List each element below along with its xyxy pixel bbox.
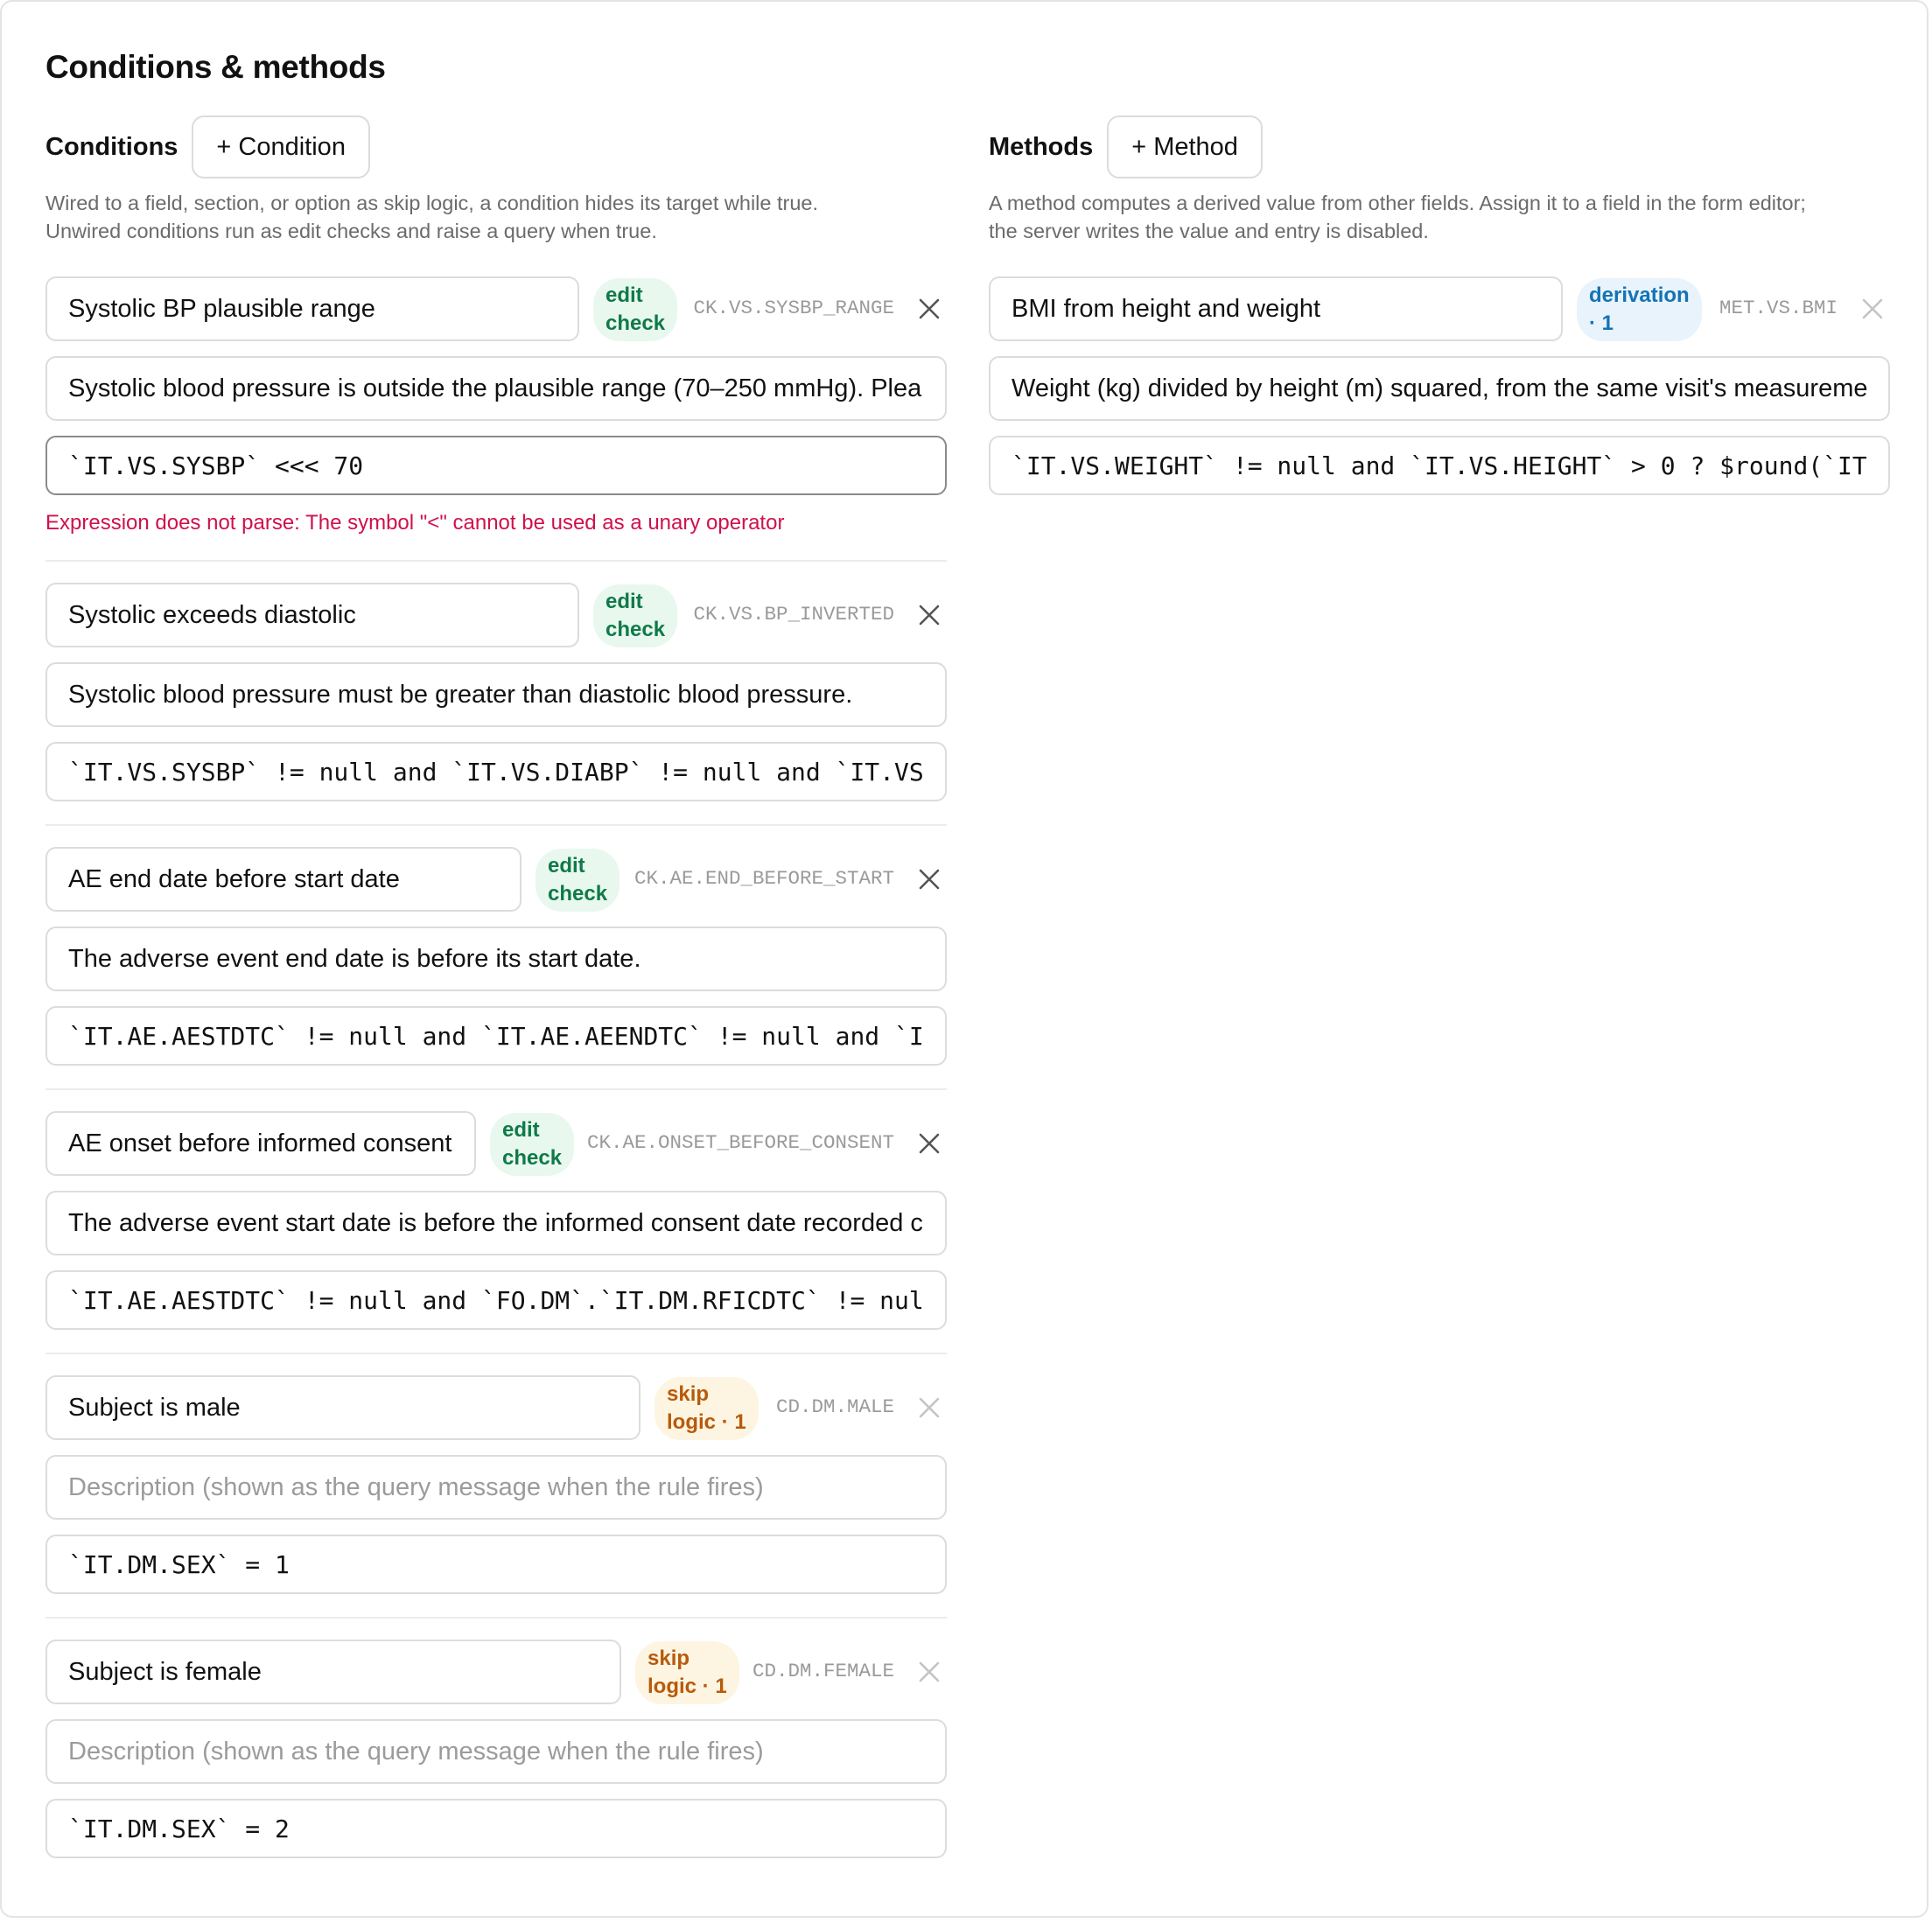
close-icon: [918, 1396, 941, 1419]
condition-description-input[interactable]: Systolic blood pressure is outside the plausible range (70–250 mmHg). Plea: [46, 356, 947, 421]
condition-description-input[interactable]: The adverse event start date is before the informed consent date recorded c: [46, 1191, 947, 1255]
condition-item: [46, 276, 947, 535]
condition-oid: CK.AE.ONSET_BEFORE_CONSENT: [586, 1131, 894, 1154]
condition-expression-input[interactable]: `IT.AE.AESTDTC` != null and `IT.AE.AEENDTC` != null and `I: [46, 1006, 947, 1066]
condition-kind-badge: edit check: [593, 584, 677, 647]
page-title: Conditions & methods: [46, 49, 386, 85]
condition-name-input[interactable]: Systolic exceeds diastolic: [46, 583, 579, 647]
remove-condition-button[interactable]: [912, 291, 947, 326]
close-icon: [918, 297, 941, 320]
condition-description-input[interactable]: Description (shown as the query message when the rule fires): [46, 1455, 947, 1520]
method-oid: MET.VS.BMI: [1718, 297, 1838, 319]
item-divider: [46, 824, 947, 826]
item-divider: [46, 1088, 947, 1090]
conditions-column: [46, 114, 947, 1843]
condition-expression-input[interactable]: `IT.AE.AESTDTC` != null and `FO.DM`.`IT.DM.RFICDTC` != nul: [46, 1270, 947, 1330]
method-kind-badge: derivation · 1: [1577, 278, 1702, 341]
condition-oid: CK.VS.SYSBP_RANGE: [693, 297, 894, 319]
condition-item: [46, 847, 947, 1066]
add-condition-button[interactable]: + Condition: [192, 115, 370, 178]
condition-name-input[interactable]: AE onset before informed consent: [46, 1111, 476, 1176]
condition-oid: CK.VS.BP_INVERTED: [693, 603, 894, 626]
expression-error-message: Expression does not parse: The symbol "<" cannot be used as a unary operator: [46, 511, 785, 535]
method-name-input[interactable]: BMI from height and weight: [989, 276, 1563, 341]
item-divider: [46, 1617, 947, 1619]
condition-item: [46, 1111, 947, 1330]
remove-condition-button[interactable]: [912, 862, 947, 897]
methods-label: Methods: [989, 132, 1094, 161]
item-divider: [46, 1353, 947, 1354]
item-divider: [46, 560, 947, 562]
condition-oid: CK.AE.END_BEFORE_START: [634, 867, 894, 890]
methods-help-text: A method computes a derived value from other fields. Assign it to a field in the form editor; the server writes the value and entry is disabled.: [989, 192, 1806, 242]
conditions-label: Conditions: [46, 132, 178, 161]
condition-kind-badge: skip logic · 1: [654, 1377, 759, 1440]
condition-item: [46, 1640, 947, 1858]
condition-expression-input[interactable]: `IT.DM.SEX` = 1: [46, 1535, 947, 1594]
condition-name-input[interactable]: AE end date before start date: [46, 847, 522, 912]
condition-expression-input[interactable]: `IT.VS.SYSBP` != null and `IT.VS.DIABP` != null and `IT.VS: [46, 742, 947, 801]
condition-description-input[interactable]: Description (shown as the query message when the rule fires): [46, 1719, 947, 1784]
close-icon: [1861, 297, 1884, 320]
condition-kind-badge: edit check: [593, 278, 677, 341]
condition-item: [46, 1375, 947, 1594]
close-icon: [918, 868, 941, 891]
remove-method-button[interactable]: [1855, 291, 1890, 326]
remove-condition-button[interactable]: [912, 1654, 947, 1689]
condition-kind-badge: edit check: [536, 849, 620, 912]
method-expression-input[interactable]: `IT.VS.WEIGHT` != null and `IT.VS.HEIGHT` > 0 ? $round(`IT: [989, 436, 1890, 495]
condition-name-input[interactable]: Subject is female: [46, 1640, 621, 1704]
close-icon: [918, 604, 941, 626]
close-icon: [918, 1132, 941, 1155]
condition-description-input[interactable]: Systolic blood pressure must be greater than diastolic blood pressure.: [46, 662, 947, 727]
remove-condition-button[interactable]: [912, 598, 947, 633]
conditions-header: [46, 114, 947, 180]
methods-header: [989, 114, 1890, 180]
condition-expression-input[interactable]: `IT.DM.SEX` = 2: [46, 1799, 947, 1858]
methods-column: [989, 114, 1890, 480]
condition-name-input[interactable]: Systolic BP plausible range: [46, 276, 579, 341]
add-method-button[interactable]: + Method: [1107, 115, 1263, 178]
condition-oid: CD.DM.MALE: [775, 1395, 894, 1418]
condition-name-input[interactable]: Subject is male: [46, 1375, 640, 1440]
condition-kind-badge: edit check: [490, 1113, 574, 1176]
condition-expression-input[interactable]: `IT.VS.SYSBP` <<< 70: [46, 436, 947, 495]
condition-oid: CD.DM.FEMALE: [752, 1660, 894, 1682]
method-item: [989, 276, 1890, 495]
condition-description-input[interactable]: The adverse event end date is before its start date.: [46, 927, 947, 991]
remove-condition-button[interactable]: [912, 1126, 947, 1161]
remove-condition-button[interactable]: [912, 1390, 947, 1425]
conditions-help-text: Wired to a field, section, or option as skip logic, a condition hides its target while true. Unwired conditions run as edit checks and raise a query when true.: [46, 192, 819, 242]
method-description-input[interactable]: Weight (kg) divided by height (m) squared, from the same visit's measureme: [989, 356, 1890, 421]
close-icon: [918, 1661, 941, 1683]
condition-kind-badge: skip logic · 1: [635, 1641, 739, 1704]
condition-item: [46, 583, 947, 801]
